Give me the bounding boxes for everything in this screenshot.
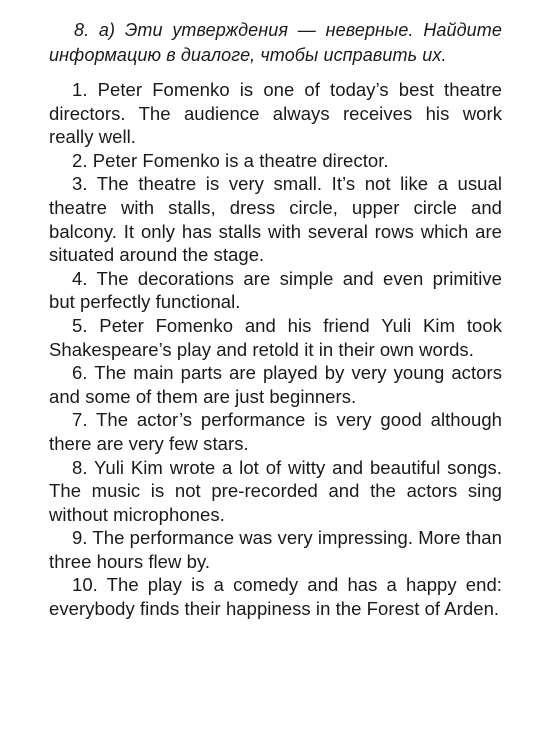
statement-9: 9. The performance was very impressing. More than three hours flew by. <box>49 527 502 572</box>
task-heading: 8. а) Эти утверждения — неверные. Найдите информацию в диалоге, чтобы исправить их. <box>49 20 502 65</box>
statement-3: 3. The theatre is very small. It’s not like a usual theatre with stalls, dress circle, upper circle and balcony. It only has stalls with several rows which are situated around the stage. <box>49 173 502 266</box>
statement-5: 5. Peter Fomenko and his friend Yuli Kim took Shakespeare’s play and retold it in their own words. <box>49 314 502 360</box>
statement-7: 7. The actor’s performance is very good although there are very few stars. <box>49 409 502 454</box>
statement-2: 2. Peter Fomenko is a theatre director. <box>72 149 389 171</box>
statement-8: 8. Yuli Kim wrote a lot of witty and beautiful songs. The music is not pre-recorded and the actors sing without microphones. <box>49 456 502 525</box>
statement-1: 1. Peter Fomenko is one of today’s best theatre directors. The audience always receives his work really well. <box>49 79 502 148</box>
statement-6: 6. The main parts are played by very young actors and some of them are just beginners. <box>49 362 502 407</box>
statement-4: 4. The decorations are simple and even primitive but perfectly functional. <box>49 267 502 313</box>
statement-10: 10. The play is a comedy and has a happy end: everybody finds their happiness in the Forest of Arden. <box>49 574 502 620</box>
